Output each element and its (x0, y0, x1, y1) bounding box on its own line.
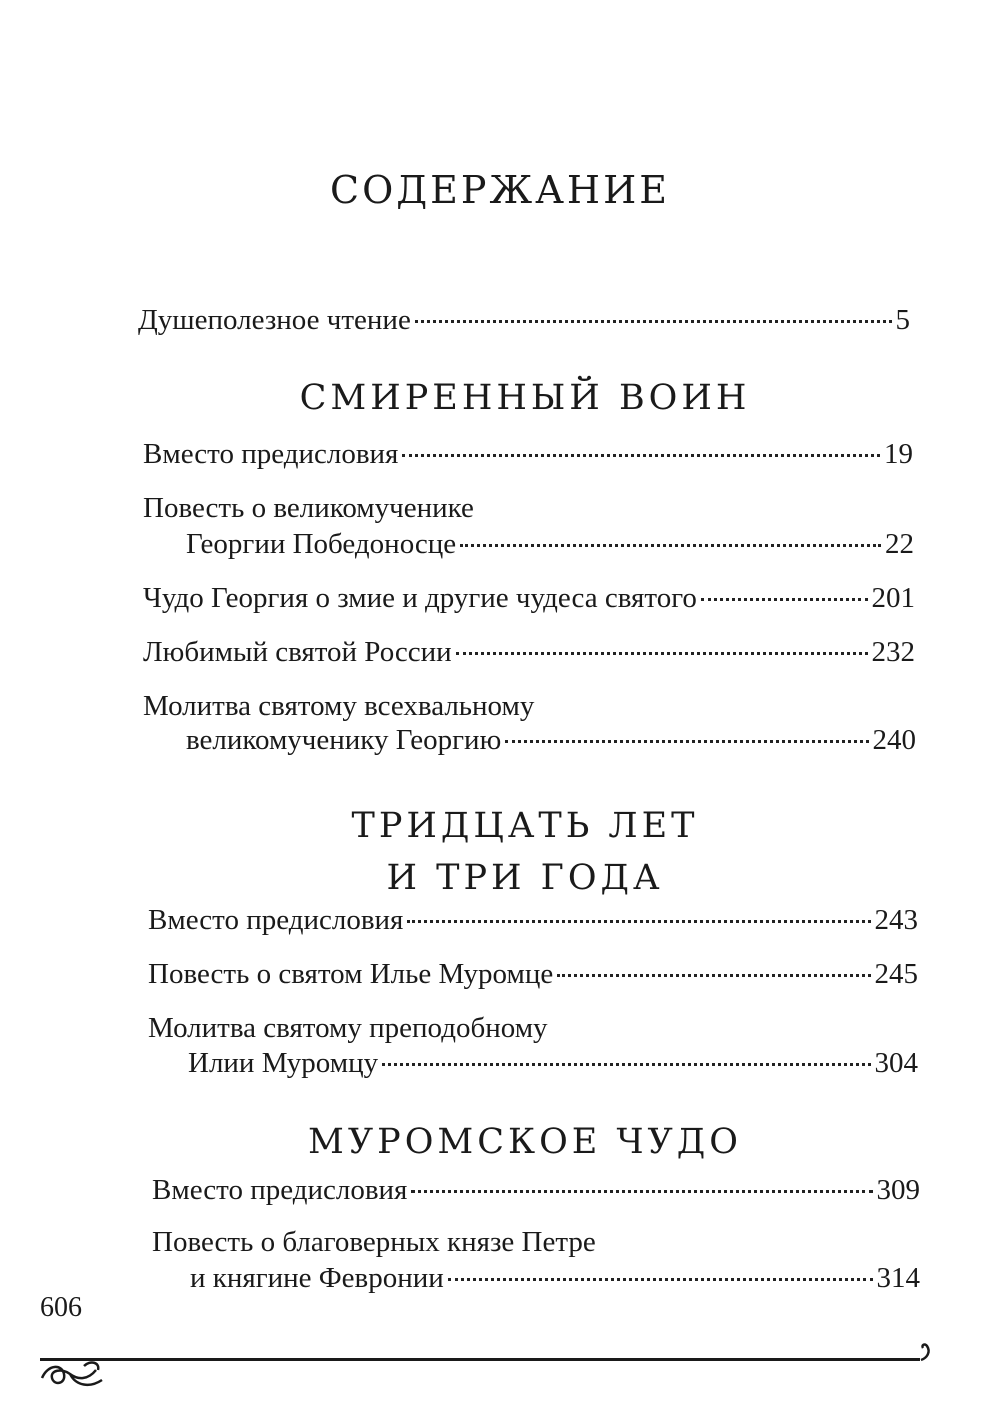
toc-entry-title: Вместо предисловия (152, 1174, 408, 1206)
leader-dots (402, 454, 880, 457)
leader-dots (415, 320, 892, 323)
toc-entry-page: 201 (871, 582, 915, 614)
toc-entry-title: Вместо предисловия (143, 438, 399, 470)
section-heading (0, 372, 1000, 424)
toc-entry-title: великомученику Георгию (186, 724, 502, 756)
toc-entry-title: Душеполезное чтение (138, 304, 411, 336)
toc-entry (143, 634, 915, 670)
leader-dots (456, 652, 868, 655)
toc-entry (188, 1045, 918, 1081)
leader-dots (448, 1278, 873, 1281)
toc-entry-title-line: Повесть о благоверных князе Петре (152, 1226, 596, 1258)
leader-dots (505, 740, 868, 743)
toc-entry-title: Повесть о святом Илье Муромце (148, 958, 554, 990)
toc-entry-page: 19 (884, 438, 913, 470)
leader-dots (557, 974, 870, 977)
leader-dots (382, 1063, 870, 1066)
leader-dots (701, 598, 868, 601)
leader-dots (407, 920, 870, 923)
section-heading (0, 1116, 1000, 1168)
toc-entry-title: Любимый святой России (143, 636, 452, 668)
toc-entry-title: и княгине Февронии (190, 1262, 444, 1294)
toc-entry-page: 22 (885, 528, 914, 560)
toc-entry-title: Чудо Георгия о змие и другие чудеса святого (143, 582, 697, 614)
toc-entry-title: Илии Муромцу (188, 1047, 379, 1079)
toc-entry-intro (138, 302, 910, 338)
leader-dots (411, 1190, 872, 1193)
section-heading-line: И ТРИ ГОДА (386, 858, 664, 898)
toc-entry-page: 243 (874, 904, 918, 936)
toc-entry (190, 1260, 920, 1296)
toc-entry-page: 5 (895, 304, 910, 336)
section-heading-line: МУРОМСКОЕ ЧУДО (308, 1122, 742, 1162)
page-title: СОДЕРЖАНИЕ (330, 168, 670, 212)
toc-entry-page: 245 (874, 958, 918, 990)
flourish-ornament-icon (40, 1356, 110, 1396)
toc-entry-title: Георгии Победоносце (186, 528, 457, 560)
toc-entry-title-line: Молитва святому всехвальному (143, 690, 535, 722)
toc-entry-page: 304 (874, 1047, 918, 1079)
toc-entry (152, 1172, 920, 1208)
toc-entry-title-line: Молитва святому преподобному (148, 1012, 548, 1044)
section-heading (0, 800, 1000, 904)
leader-dots (460, 544, 881, 547)
toc-entry-title: Вместо предисловия (148, 904, 404, 936)
section-heading-line: СМИРЕННЫЙ ВОИН (299, 378, 751, 418)
toc-entry (186, 526, 914, 562)
toc-entry-page: 314 (876, 1262, 920, 1294)
curl-ornament-icon (917, 1340, 935, 1366)
toc-entry-page: 232 (871, 636, 915, 668)
toc-entry (148, 902, 918, 938)
section-heading-line: ТРИДЦАТЬ ЛЕТ (351, 806, 699, 846)
toc-entry (186, 722, 916, 758)
toc-entry (148, 956, 918, 992)
footer-rule (40, 1358, 920, 1361)
toc-entry (143, 436, 913, 472)
toc-entry-page: 309 (876, 1174, 920, 1206)
toc-entry-title-line: Повесть о великомученике (143, 492, 474, 524)
toc-entry-page: 240 (872, 724, 916, 756)
toc-entry (143, 580, 915, 616)
page-number: 606 (40, 1292, 82, 1323)
